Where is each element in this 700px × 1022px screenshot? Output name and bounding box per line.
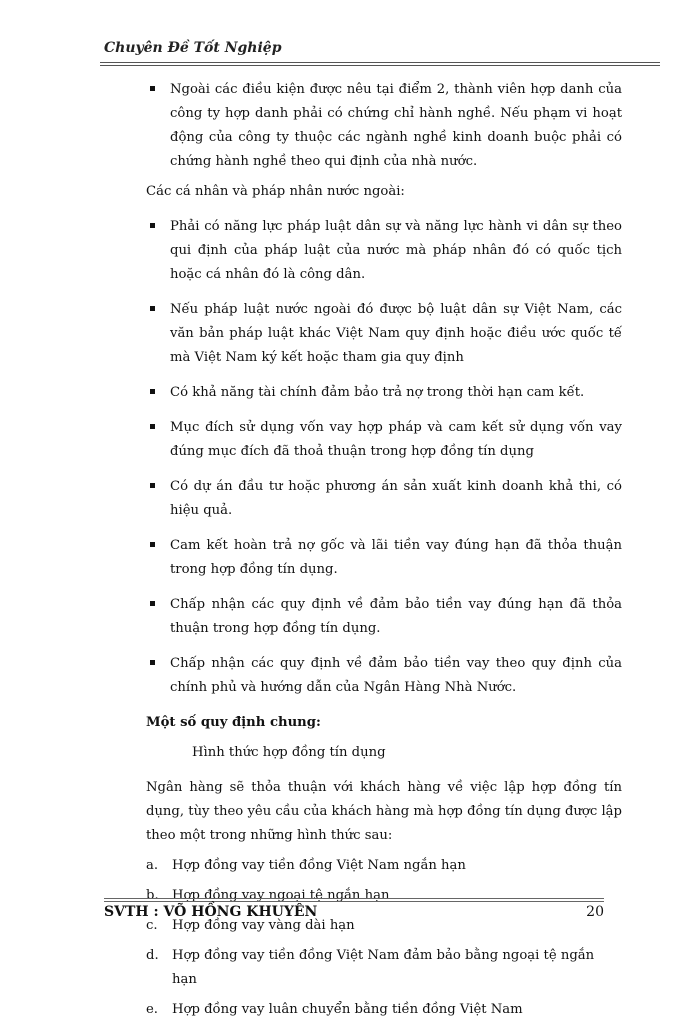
bullet-square-icon [150, 223, 155, 228]
bullet-text: Ngoài các điều kiện được nêu tại điểm 2, thành viên hợp danh của công ty hợp danh phải có chứng chỉ hành nghề. Nếu phạm vi hoạt động của công ty thuộc các ngành nghề kinh doanh buộc phải có chứng hành nghề theo qui định của nhà nước. [170, 82, 622, 169]
bullet-text: Có dự án đầu tư hoặc phương án sản xuất kinh doanh khả thi, có hiệu quả. [170, 479, 622, 518]
bullet-item [146, 298, 622, 370]
bullet-square-icon [150, 306, 155, 311]
bullet-text: Cam kết hoàn trả nợ gốc và lãi tiền vay đúng hạn đã thỏa thuận trong hợp đồng tín dụng. [170, 538, 622, 577]
bullet-text: Nếu pháp luật nước ngoài đó được bộ luật dân sự Việt Nam, các văn bản pháp luật khác Việt Nam quy định hoặc điều ước quốc tế mà Việt Nam ký kết hoặc tham gia quy định [170, 302, 622, 365]
bullet-item [146, 215, 622, 287]
list-item [146, 944, 622, 992]
bullet-text: Phải có năng lực pháp luật dân sự và năng lực hành vi dân sự theo qui định của pháp luật của nước mà pháp nhân đó có quốc tịch hoặc cá nhân đó là công dân. [170, 219, 622, 282]
bullet-item-intro [146, 78, 622, 174]
section-title: Một số quy định chung: [146, 715, 321, 730]
bullet-item [146, 381, 622, 405]
bullet-text: Chấp nhận các quy định về đảm bảo tiền vay theo quy định của chính phủ và hướng dẫn của Ngân Hàng Nhà Nước. [170, 656, 622, 695]
page-body [146, 78, 622, 1022]
list-item-text: Hợp đồng vay luân chuyển bằng tiền đồng Việt Nam [172, 1002, 523, 1017]
body-paragraph: Ngân hàng sẽ thỏa thuận với khách hàng về việc lập hợp đồng tín dụng, tùy theo yêu cầu của khách hàng mà hợp đồng tín dụng được lập theo một trong những hình thức sau: [146, 780, 622, 843]
bullet-square-icon [150, 424, 155, 429]
list-item-text: Hợp đồng vay tiền đồng Việt Nam ngắn hạn [172, 858, 466, 873]
list-marker: a. [146, 858, 159, 873]
bullet-square-icon [150, 601, 155, 606]
list-marker: b. [146, 888, 159, 903]
list-marker: d. [146, 948, 159, 963]
page-header-title: Chuyên Đề Tốt Nghiệp [104, 40, 282, 56]
page-number: 20 [586, 904, 604, 920]
bullet-text: Có khả năng tài chính đảm bảo trả nợ trong thời hạn cam kết. [170, 385, 585, 400]
list-marker: c. [146, 918, 158, 933]
bullet-item [146, 475, 622, 523]
bullet-item [146, 416, 622, 464]
bullet-square-icon [150, 86, 155, 91]
list-marker: e. [146, 1002, 158, 1017]
list-item [146, 998, 622, 1022]
bullet-square-icon [150, 483, 155, 488]
bullet-item [146, 652, 622, 700]
bullet-square-icon [150, 389, 155, 394]
footer-author: SVTH : VÕ HỒNG KHUYÊN [104, 904, 318, 920]
bullet-square-icon [150, 660, 155, 665]
foreign-heading: Các cá nhân và pháp nhân nước ngoài: [146, 184, 405, 199]
list-item [146, 854, 622, 878]
bullet-text: Chấp nhận các quy định về đảm bảo tiền vay đúng hạn đã thỏa thuận trong hợp đồng tín dụng. [170, 597, 622, 636]
bullet-text: Mục đích sử dụng vốn vay hợp pháp và cam kết sử dụng vốn vay đúng mục đích đã thoả thuận trong hợp đồng tín dụng [170, 420, 622, 459]
header-rule [100, 62, 660, 66]
bullet-item [146, 593, 622, 641]
footer-rule [104, 898, 604, 902]
list-item-text: Hợp đồng vay vàng dài hạn [172, 918, 355, 933]
bullet-item [146, 534, 622, 582]
bullet-square-icon [150, 542, 155, 547]
list-item-text: Hợp đồng vay ngoại tệ ngắn hạn [172, 888, 390, 903]
subsection-title: Hình thức hợp đồng tín dụng [192, 745, 386, 760]
list-item-text: Hợp đồng vay tiền đồng Việt Nam đảm bảo bằng ngoại tệ ngắn hạn [172, 948, 595, 987]
